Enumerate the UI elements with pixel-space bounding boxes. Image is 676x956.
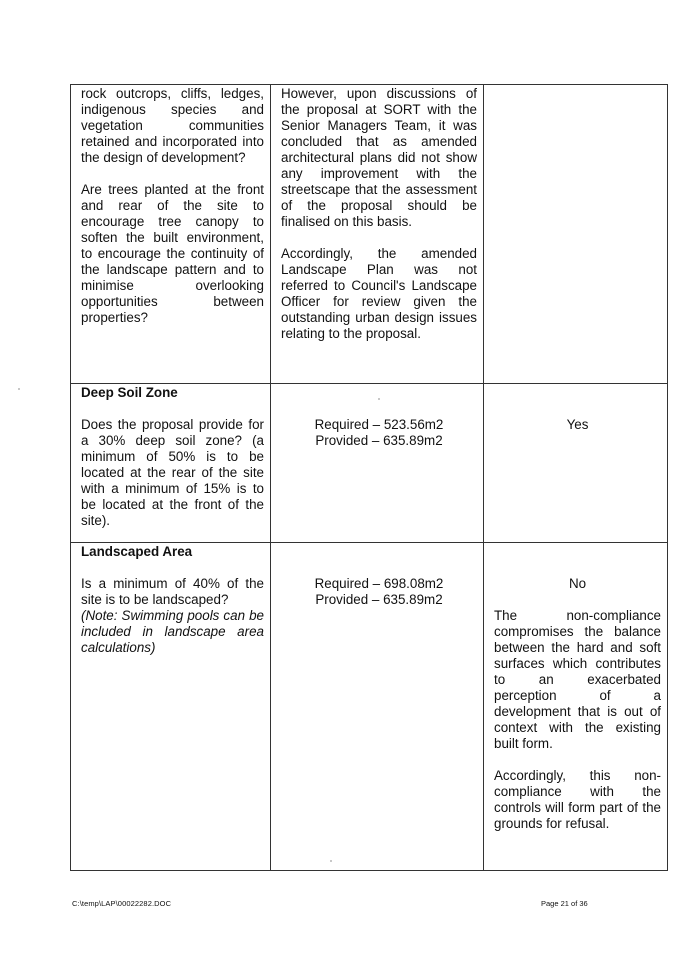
section-heading: Deep Soil Zone [81, 385, 178, 400]
compliance-cell [484, 384, 668, 543]
criteria-question: Is a minimum of 40% of the site is to be landscaped? [81, 576, 264, 607]
criteria-question: Does the proposal provide for a 30% deep soil zone? (a minimum of 50% is to be located at the rear of the site with a minimum of 15% is to be located at the front of the site). [81, 417, 264, 528]
assessment-cell [271, 543, 484, 871]
compliance-cell [484, 85, 668, 384]
criteria-text: Are trees planted at the front and rear of the site to encourage tree canopy to soften the built environment, to encourage the continuity of the landscape pattern and to minimise overlooking opportunities between properties? [81, 182, 264, 325]
section-heading: Landscaped Area [81, 544, 193, 559]
provided-value: Provided – 635.89m2 [315, 433, 443, 448]
compliance-answer: Yes [566, 417, 589, 432]
compliance-comment: The non-compliance compromises the balance between the hard and soft surfaces which contributes to an exacerbated perception of a development that is out of context with the existing built form. [494, 608, 661, 751]
table-row [71, 543, 668, 871]
assessment-text: Accordingly, the amended Landscape Plan was not referred to Council's Landscape Officer for review given the outstanding urban design issues relating to the proposal. [281, 246, 477, 341]
compliance-answer: No [568, 576, 587, 591]
table-row [71, 384, 668, 543]
table-row [71, 85, 668, 384]
compliance-comment: Accordingly, this non-compliance with the controls will form part of the grounds for refusal. [494, 768, 661, 831]
required-value: Required – 698.08m2 [314, 576, 444, 591]
criteria-note: (Note: Swimming pools can be included in landscape area calculations) [81, 608, 264, 655]
assessment-cell [271, 85, 484, 384]
provided-value: Provided – 635.89m2 [315, 592, 443, 607]
assessment-text: However, upon discussions of the proposal at SORT with the Senior Managers Team, it was concluded that as amended architectural plans did not show any improvement with the streetscape that the assessment of the proposal should be finalised on this basis. [281, 86, 477, 229]
criteria-cell [71, 543, 271, 871]
criteria-text: rock outcrops, cliffs, ledges, indigenous species and vegetation communities retained and incorporated into the design of development? [81, 86, 264, 165]
criteria-cell [71, 384, 271, 543]
assessment-cell [271, 384, 484, 543]
scan-speck [378, 398, 380, 400]
compliance-cell [484, 543, 668, 871]
criteria-cell [71, 85, 271, 384]
footer-file-path: C:\temp\LAP\00022282.DOC [72, 899, 172, 908]
scan-speck [18, 388, 20, 390]
scan-speck [330, 860, 332, 862]
assessment-table [70, 84, 668, 871]
required-value: Required – 523.56m2 [314, 417, 444, 432]
footer-page-number: Page 21 of 36 [541, 899, 588, 908]
